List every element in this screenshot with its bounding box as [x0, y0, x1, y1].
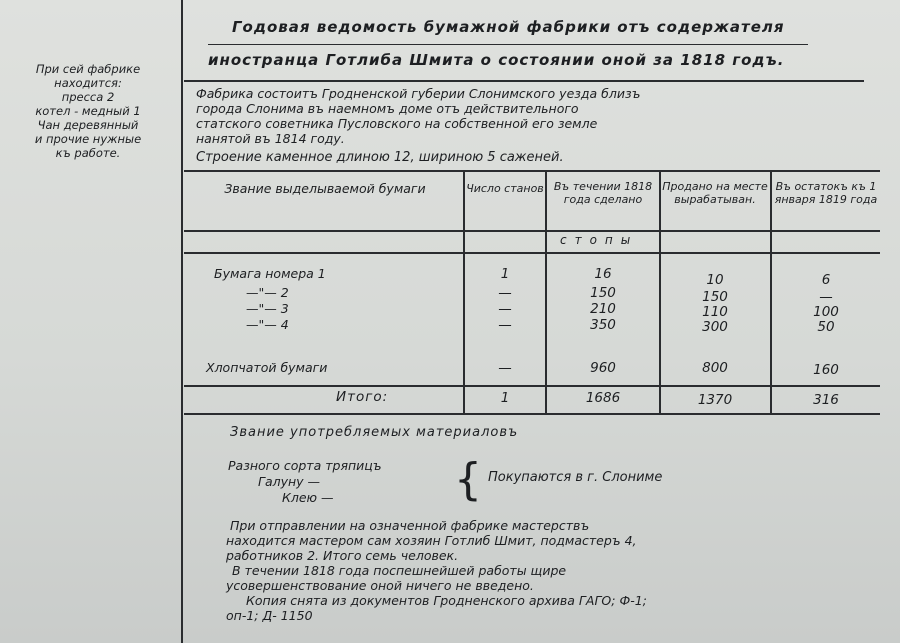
margin-note-line: и прочие нужные: [34, 132, 142, 146]
intro-line: Фабрика состоитъ Гродненской губерии Слонимского уезда близъ: [196, 86, 641, 101]
footer-line: усовершенствование оной ничего не введено.: [226, 578, 534, 593]
units-label: стопы: [560, 233, 639, 247]
row-name: Бумага номера 1: [214, 266, 326, 281]
cell-mills: —: [498, 317, 512, 333]
material-item: Разного сорта тряпицъ: [228, 458, 382, 473]
margin-note-line: Чан деревянный: [37, 118, 139, 132]
materials-title: Звание употребляемых материаловъ: [230, 425, 519, 440]
cell-rest: 6: [821, 272, 831, 288]
cell-mills: 1: [500, 266, 510, 282]
total-sold: 1370: [697, 392, 733, 408]
table-units-border: [184, 252, 880, 254]
row-name: —"— 3: [246, 301, 289, 316]
cell-rest: 50: [817, 319, 835, 335]
cell-made: 350: [590, 317, 616, 333]
cell-rest: 160: [813, 362, 839, 378]
cell-sold: 300: [702, 319, 728, 335]
header-sold: Продано на месте вырабатыван.: [662, 180, 768, 206]
cell-mills: —: [498, 285, 512, 301]
row-name: —"— 2: [246, 285, 289, 300]
materials-note: Покупаются в г. Слониме: [488, 470, 663, 485]
margin-divider: [181, 0, 183, 643]
intro-line: статского советника Пусловского на собственной его земле: [196, 116, 598, 131]
table-bottom-border: [184, 413, 880, 415]
cell-made: 210: [590, 301, 616, 317]
total-rest: 316: [813, 392, 839, 408]
intro-line: города Слонима въ наемномъ доме отъ действительного: [196, 101, 579, 116]
footer-line: Копия снята из документов Гродненского архива ГАГО; Ф-1;: [246, 593, 647, 608]
row-name: —"— 4: [246, 317, 289, 332]
margin-note-line: находится:: [54, 76, 122, 90]
cell-mills: —: [498, 301, 512, 317]
intro-line: нанятой въ 1814 году.: [196, 131, 345, 146]
total-mills: 1: [500, 390, 510, 406]
cell-mills: —: [498, 360, 512, 376]
row-name: Хлопчатой бумаги: [206, 360, 328, 375]
margin-note-line: пресса 2: [61, 90, 115, 104]
table-col-divider: [545, 170, 547, 413]
footer-line: оп-1; Д- 1150: [226, 608, 313, 623]
table-total-top-border: [184, 385, 880, 387]
table-header-border: [184, 230, 880, 232]
title-underline-2: [184, 80, 864, 82]
brace-symbol: {: [454, 454, 482, 505]
footer-paragraph: [226, 518, 647, 623]
header-rest: Въ остатокъ къ 1 января 1819 года: [774, 180, 878, 206]
cell-made: 960: [590, 360, 616, 376]
footer-line: При отправлении на означенной фабрике мастерствъ: [230, 518, 590, 533]
header-mills: Число станов: [466, 182, 544, 195]
table-col-divider: [463, 170, 465, 413]
header-paper-name: Звание выделываемой бумаги: [224, 181, 426, 196]
intro-paragraph: [196, 86, 640, 146]
cell-rest: —: [819, 289, 833, 305]
header-made: Въ течении 1818 года сделано: [553, 180, 653, 206]
footer-line: В течении 1818 года поспешнейшей работы щире: [232, 563, 567, 578]
cell-sold: 800: [702, 360, 728, 376]
cell-made: 16: [594, 266, 612, 282]
document-title-line-1: Годовая ведомость бумажной фабрики отъ содержателя: [232, 18, 785, 36]
table-top-border: [184, 170, 880, 172]
margin-note-line: къ работе.: [55, 146, 121, 160]
cell-sold: 10: [706, 272, 724, 288]
margin-note-line: котел - медный 1: [35, 104, 141, 118]
footer-line: находится мастером сам хозяин Готлиб Шмит, подмастеръ 4,: [226, 533, 637, 548]
cell-sold: 150: [702, 289, 728, 305]
title-underline-1: [208, 44, 808, 45]
material-item: Галуну —: [258, 474, 321, 489]
building-description: Строение каменное длиною 12, шириною 5 саженей.: [196, 150, 564, 165]
total-label: Итого:: [336, 389, 389, 405]
total-made: 1686: [585, 390, 621, 406]
table-col-divider: [659, 170, 661, 413]
margin-note: [4, 62, 172, 160]
margin-note-line: При сей фабрике: [35, 62, 141, 76]
table-col-divider: [770, 170, 772, 413]
material-item: Клею —: [282, 490, 334, 505]
cell-sold: 110: [702, 304, 728, 320]
cell-made: 150: [590, 285, 616, 301]
cell-rest: 100: [813, 304, 839, 320]
document-title-line-2: иностранца Готлиба Шмита о состоянии оной за 1818 годъ.: [208, 51, 785, 69]
footer-line: работников 2. Итого семь человек.: [226, 548, 459, 563]
